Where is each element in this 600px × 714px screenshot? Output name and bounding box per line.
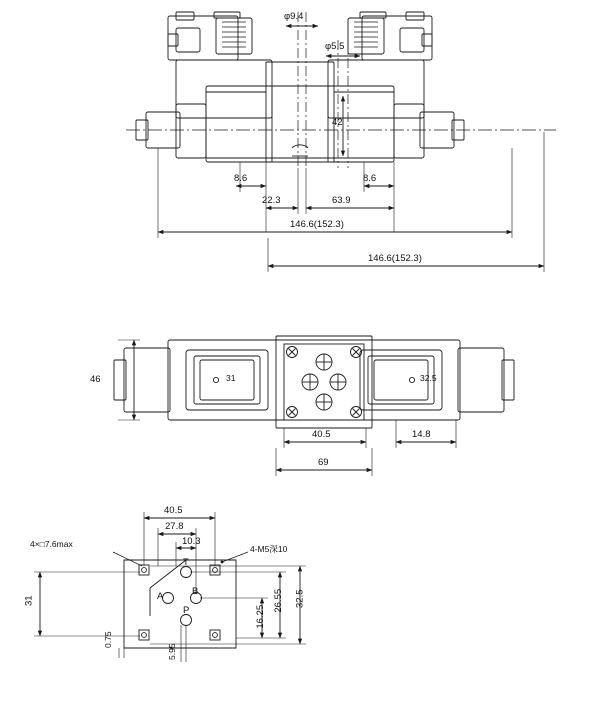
dim-27-8: 27.8 bbox=[165, 521, 184, 532]
dim-69: 69 bbox=[318, 457, 329, 468]
port-label-p: P bbox=[183, 605, 190, 616]
dim-32-5-top: 32.5 bbox=[420, 373, 437, 383]
dim-146-6-inner: 146.6(152.3) bbox=[290, 219, 344, 230]
dim-14-8: 14.8 bbox=[412, 429, 431, 440]
dim-40-5-bottom: 40.5 bbox=[164, 505, 183, 516]
dim-63-9: 63.9 bbox=[332, 195, 351, 206]
dim-right-8-6: 8.6 bbox=[363, 173, 377, 184]
bottom-mounting-view bbox=[34, 512, 306, 662]
dim-31-bottom: 31 bbox=[23, 595, 35, 607]
note-thread: 4-M5深10 bbox=[250, 544, 288, 554]
dim-40-5-top: 40.5 bbox=[312, 429, 331, 440]
port-label-t: T bbox=[183, 557, 189, 568]
port-label-b: B bbox=[192, 586, 199, 597]
note-counterbore: 4×□7.6max bbox=[30, 539, 73, 549]
dim-dia-5-5: φ5.5 bbox=[325, 41, 345, 52]
dim-dia-9-4: φ9.4 bbox=[284, 11, 304, 22]
dim-31-top: 31 bbox=[226, 373, 236, 383]
dim-146-6-outer: 146.6(152.3) bbox=[368, 253, 422, 264]
port-label-a: A bbox=[157, 591, 164, 602]
dim-16-25: 16.25 bbox=[255, 604, 267, 629]
dim-22-3: 22.3 bbox=[262, 195, 281, 206]
dim-46: 46 bbox=[90, 374, 101, 385]
dim-5-95: 5.95 bbox=[167, 643, 177, 660]
top-view bbox=[114, 336, 514, 476]
dim-32-5-bottom: 32.5 bbox=[294, 589, 306, 608]
dim-10-3: 10.3 bbox=[182, 536, 201, 547]
dim-left-8-6: 8.6 bbox=[234, 173, 248, 184]
dim-42: 42 bbox=[332, 117, 343, 128]
dim-26-55: 26.55 bbox=[273, 588, 285, 613]
dim-0-75: 0.75 bbox=[103, 631, 113, 648]
